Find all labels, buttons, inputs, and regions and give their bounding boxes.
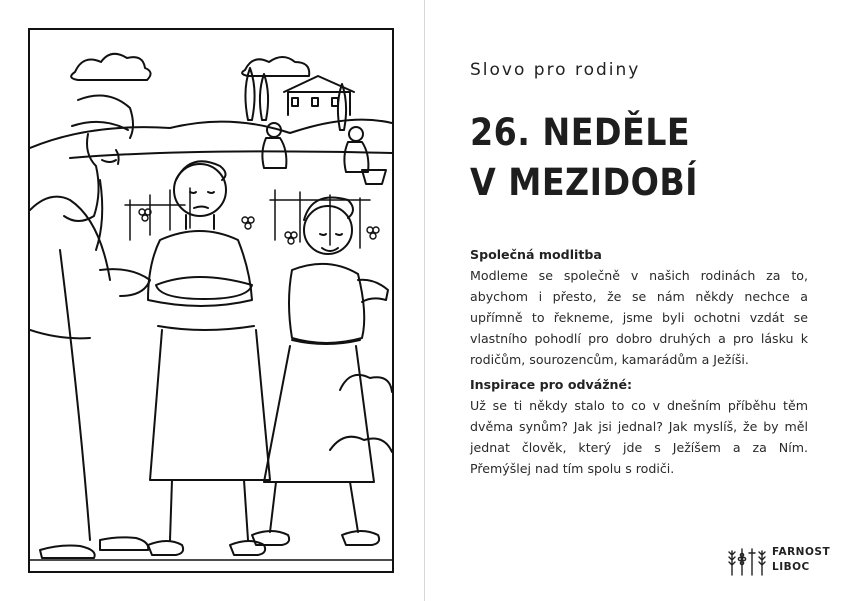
vineyard-worker-icon xyxy=(262,123,386,184)
prayer-heading: Společná modlitba xyxy=(470,247,602,262)
son-with-crossed-arms xyxy=(148,161,270,555)
prayer-text: Modleme se společně v našich rodinách za to, abychom i přesto, že se nám někdy nechce a upřímně to řekneme, jsme byli ochotni vzdát se vlastního pohodlí pro dobro druhých a pro lásku k rodičům, sourozencům, kamarádům a Ježíši. xyxy=(470,268,808,367)
coloring-illustration xyxy=(28,28,394,573)
right-page xyxy=(426,0,850,601)
inspiration-text: Už se ti někdy stalo to co v dnešním příběhu těm dvěma synům? Jak jsi jednal? Jak myslíš, že by měl jednat člověk, který jde s Ježíšem a za Ním. Přemýšlej nad tím spolu s rodiči. xyxy=(470,398,808,476)
subtitle: Slovo pro rodiny xyxy=(470,60,641,80)
logo-line-2: LIBOC xyxy=(772,561,810,573)
prayer-section xyxy=(470,244,808,370)
father-figure xyxy=(30,96,150,559)
logo-text xyxy=(772,545,830,575)
page-title xyxy=(470,108,776,208)
title-line-1: 26. NEDĚLE xyxy=(470,111,691,154)
house-icon xyxy=(284,76,354,115)
cloud-icon xyxy=(71,54,150,80)
inspiration-heading: Inspirace pro odvážné: xyxy=(470,377,633,392)
wheat-and-grape-icon xyxy=(726,545,770,577)
logo-line-1: FARNOST xyxy=(772,546,831,558)
inspiration-section xyxy=(470,374,808,479)
son-pointing xyxy=(252,198,388,546)
parish-logo xyxy=(726,543,831,579)
grape-cluster-icon xyxy=(139,209,379,244)
title-line-2: V MEZIDOBÍ xyxy=(470,161,699,204)
